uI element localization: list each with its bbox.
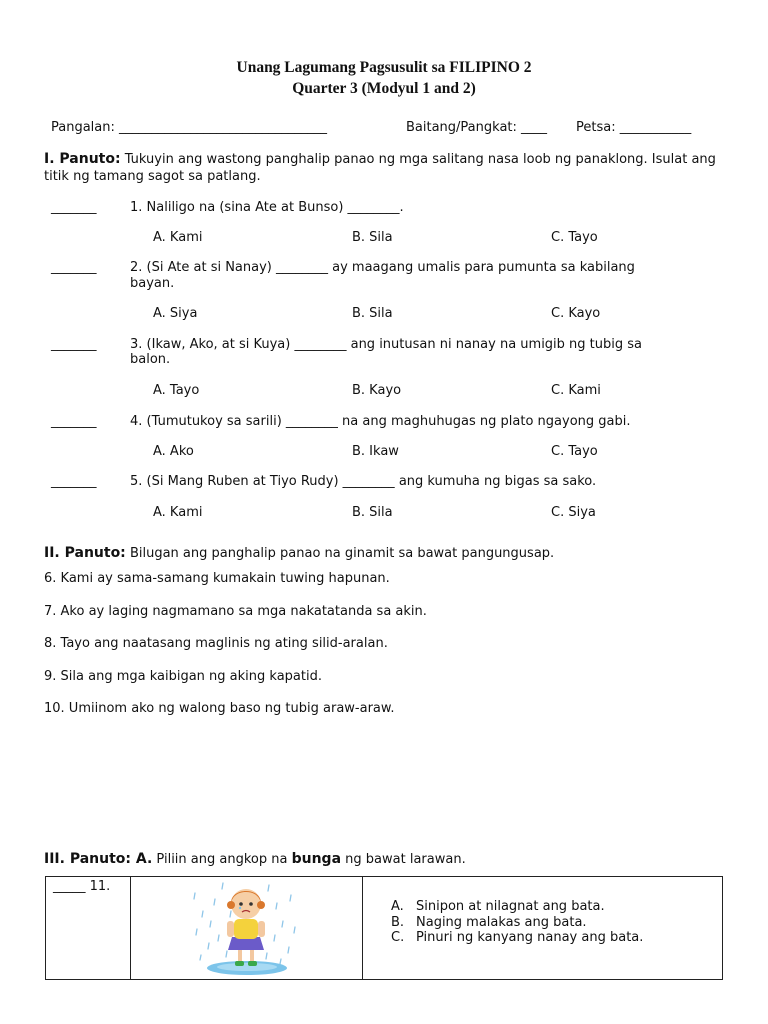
choice-c[interactable]: C. Kayo — [551, 306, 601, 321]
choice-a[interactable] — [391, 899, 722, 915]
question-text: 3. (Ikaw, Ako, at si Kuya) ________ ang inutusan ni nanay na umigib ng tubig sa — [130, 337, 643, 352]
question-text-cont: bayan. — [130, 276, 175, 291]
choice-c[interactable]: C. Tayo — [551, 444, 598, 459]
choice-a[interactable]: A. Tayo — [153, 383, 200, 398]
choice-c[interactable]: C. Tayo — [551, 230, 598, 245]
choice-b[interactable]: B. Kayo — [352, 383, 402, 398]
question-table — [45, 876, 723, 980]
part2-item[interactable]: 8. Tayo ang naatasang maglinis ng ating silid-aralan. — [44, 636, 388, 651]
date-label: Petsa: — [576, 120, 616, 135]
part2-instructions — [44, 545, 554, 561]
part1-heading: I. Panuto: — [44, 151, 121, 167]
name-field[interactable] — [51, 120, 327, 135]
part3-instructions — [44, 851, 466, 867]
answer-blank[interactable]: _______ — [51, 414, 97, 429]
question-text-cont: balon. — [130, 352, 171, 367]
part3-instr-pre: Piliin ang angkop na — [156, 852, 288, 867]
answer-blank[interactable]: _______ — [51, 337, 97, 352]
choice-b[interactable]: B. Sila — [352, 306, 393, 321]
choice-text: Pinuri ng kanyang nanay ang bata. — [416, 930, 644, 945]
choice-b[interactable]: B. Sila — [352, 230, 393, 245]
choice-a[interactable]: A. Siya — [153, 306, 198, 321]
part2-item[interactable]: 7. Ako ay laging nagmamano sa mga nakatatanda sa akin. — [44, 604, 427, 619]
choice-b[interactable]: B. Ikaw — [352, 444, 399, 459]
part1-instructions-text: Tukuyin ang wastong panghalip panao ng mga salitang nasa loob ng panaklong. Isulat ang titik ng tamang sagot sa patlang. — [44, 152, 716, 184]
part2-instructions-text: Bilugan ang panghalip panao na ginamit sa bawat pangungusap. — [129, 546, 555, 561]
choice-b[interactable]: B. Sila — [352, 505, 393, 520]
question-text: 1. Naliligo na (sina Ate at Bunso) ________. — [130, 200, 404, 215]
grade-field[interactable] — [406, 120, 547, 135]
part3-instr-post: ng bawat larawan. — [345, 852, 466, 867]
answer-blank[interactable]: _______ — [51, 474, 97, 489]
choice-c[interactable]: C. Kami — [551, 383, 601, 398]
date-field[interactable] — [576, 120, 691, 135]
part2-item[interactable]: 10. Umiinom ako ng walong baso ng tubig araw-araw. — [44, 701, 395, 716]
choice-a[interactable]: A. Kami — [153, 230, 203, 245]
choice-c[interactable] — [391, 930, 722, 946]
choice-letter: B. — [391, 914, 405, 930]
name-label: Pangalan: — [51, 120, 115, 135]
grade-label: Baitang/Pangkat: — [406, 120, 517, 135]
number-cell — [46, 877, 131, 980]
part2-item[interactable]: 9. Sila ang mga kaibigan ng aking kapatid. — [44, 669, 322, 684]
part2-heading: II. Panuto: — [44, 545, 126, 561]
choice-letter: A. — [391, 899, 404, 914]
choices-list — [391, 899, 722, 946]
grade-blank: ____ — [521, 120, 548, 135]
choice-b[interactable] — [391, 915, 722, 931]
choice-a[interactable]: A. Ako — [153, 444, 194, 459]
picture-cell — [131, 877, 363, 980]
part3-heading: III. Panuto: A. — [44, 851, 153, 867]
question-text: 2. (Si Ate at si Nanay) ________ ay maagang umalis para pumunta sa kabilang — [130, 260, 635, 275]
choice-letter: C. — [391, 930, 405, 945]
answer-blank[interactable]: _______ — [51, 200, 97, 215]
choice-text: Sinipon at nilagnat ang bata. — [416, 899, 605, 914]
choice-c[interactable]: C. Siya — [551, 505, 596, 520]
part2-item[interactable]: 6. Kami ay sama-samang kumakain tuwing hapunan. — [44, 571, 390, 586]
choice-text: Naging malakas ang bata. — [416, 914, 587, 930]
date-blank: ___________ — [619, 120, 692, 135]
choice-a[interactable]: A. Kami — [153, 505, 203, 520]
page-title: Unang Lagumang Pagsusulit sa FILIPINO 2 — [236, 59, 532, 76]
choices-cell — [363, 877, 723, 980]
part3-instr-bold: bunga — [291, 851, 342, 867]
page-subtitle: Quarter 3 (Modyul 1 and 2) — [292, 80, 476, 97]
name-blank: ________________________________ — [119, 120, 328, 135]
answer-blank[interactable]: _______ — [51, 260, 97, 275]
child-in-rain-illustration — [131, 877, 362, 979]
question-text: 4. (Tumutukoy sa sarili) ________ na ang maghuhugas ng plato ngayong gabi. — [130, 414, 631, 429]
item-number[interactable]: _____ 11. — [53, 879, 111, 894]
question-text: 5. (Si Mang Ruben at Tiyo Rudy) ________ ang kumuha ng bigas sa sako. — [130, 474, 597, 489]
part1-instructions — [44, 151, 724, 185]
